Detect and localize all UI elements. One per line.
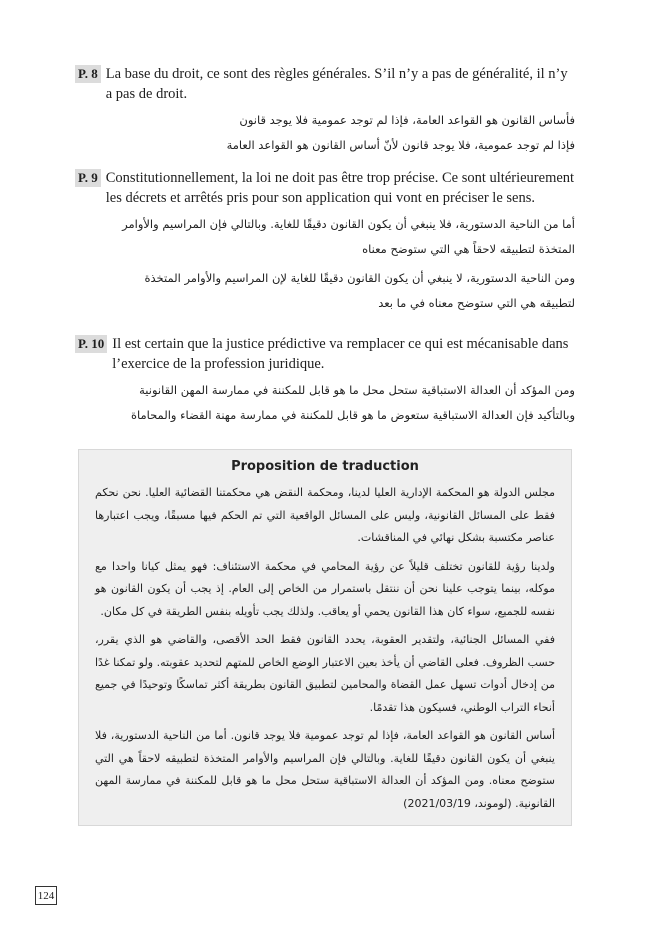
box-paragraph-2: ولدينا رؤية للقانون تختلف قليلاً عن رؤية المحامي في محكمة الاستئناف: فهو يمثل كيانا واحدا مع موكله، بينما يتوجب علينا نحن أن ننتقل باستمرار من الخاص إلى العام. إذ يجب أن يكون القانون هو نفسه للجميع، سواء كان هذا القانون يحمي أو يعاقب. ولذلك يجب تأويله بنفس الطريقة في كل مكان. — [95, 559, 555, 618]
page-number: 124 — [35, 886, 57, 905]
entry-p9 — [75, 168, 575, 316]
entry-header — [75, 64, 575, 104]
entry-header — [75, 334, 575, 374]
arabic-translation-1: أما من الناحية الدستورية، فلا ينبغي أن يكون القانون دقيقًا للغاية. وبالتالي فإن المراسيم والأوامر المتخذة لتطبيقه لاحقاً هي التي ستوضح معناه — [122, 217, 575, 256]
arabic-translations — [75, 108, 575, 158]
entry-p10 — [75, 334, 575, 428]
entry-p8 — [75, 64, 575, 158]
arabic-translation-2: فإذا لم توجد عمومية، فلا يوجد قانون لأنّ أساس القانون هو القواعد العامة — [226, 138, 575, 152]
french-sentence: Constitutionnellement, la loi ne doit pas être trop précise. Ce sont ultérieurement les décrets et arrêtés pris pour son application qui vont en préciser le sens. — [105, 170, 575, 206]
box-paragraph-4: أساس القانون هو القواعد العامة، فإذا لم توجد عمومية فلا يوجد قانون. أما من الناحية الدستورية، فلا ينبغي أن يكون القانون دقيقًا للغاية. وبالتالي فإن المراسيم والأوامر المتخذة لتطبيقه لاحقاً هي التي ستوضح معناه. ومن المؤكد أن العدالة الاستباقية ستحل محل ما هو قابل للمكننة في ممارسة المهن القانونية. (لوموند، 2021/03/19) — [95, 729, 555, 810]
paragraph-label: P. 10 — [75, 335, 107, 353]
arabic-translation-2: ومن الناحية الدستورية، لا ينبغي أن يكون القانون دقيقًا للغاية لإن المراسيم والأوامر المتخذة لتطبيقه هي التي ستوضح معناه في ما بعد — [144, 271, 575, 310]
paragraph-label: P. 8 — [75, 65, 101, 83]
french-sentence: La base du droit, ce sont des règles générales. S’il n’y a pas de généralité, il n’y a pas de droit. — [105, 66, 568, 102]
entry-header — [75, 168, 575, 208]
arabic-translation-1: فأساس القانون هو القواعد العامة، فإذا لم توجد عمومية فلا يوجد قانون — [239, 113, 575, 127]
arabic-translation-1: ومن المؤكد أن العدالة الاستباقية ستحل محل ما هو قابل للمكننة في ممارسة المهن القانونية — [139, 383, 575, 397]
french-sentence: Il est certain que la justice prédictive va remplacer ce qui est mécanisable dans l’exercice de la profession juridique. — [112, 336, 569, 372]
box-paragraph-1: مجلس الدولة هو المحكمة الإدارية العليا لدينا، ومحكمة النقض هي محكمتنا القضائية العليا. نحن نحكم فقط على المسائل القانونية، وليس على المسائل الواقعية التي تم الحكم فيها مسبقًا، ويجب اعتبارها عناصر مكتسبة بشكل نهائي في المناقشات. — [95, 486, 555, 544]
translation-proposal-box — [78, 449, 572, 826]
box-paragraph-3: ففي المسائل الجنائية، ولتقدير العقوبة، يحدد القانون فقط الحد الأقصى، والقاضي هو الذي يقرر، حسب الظروف. فعلى القاضي أن يأخذ بعين الاعتبار الوضع الخاص للمتهم لتحديد عقوبته. ولو تمكنا غدًا من إدخال أدوات تسهل عمل القضاة والمحامين لتطبيق القانون بطريقة أكثر تماسكًا وتوحيدًا في جميع أنحاء التراب الوطني، فسيكون هذا تقدمًا. — [95, 633, 555, 714]
box-title: Proposition de traduction — [231, 459, 419, 474]
arabic-translations — [75, 212, 575, 316]
arabic-translation-2: وبالتأكيد فإن العدالة الاستباقية ستعوض ما هو قابل للمكننة في ممارسة مهنة القضاء والمحاماة — [130, 408, 575, 422]
arabic-translations — [75, 378, 575, 428]
paragraph-label: P. 9 — [75, 169, 101, 187]
